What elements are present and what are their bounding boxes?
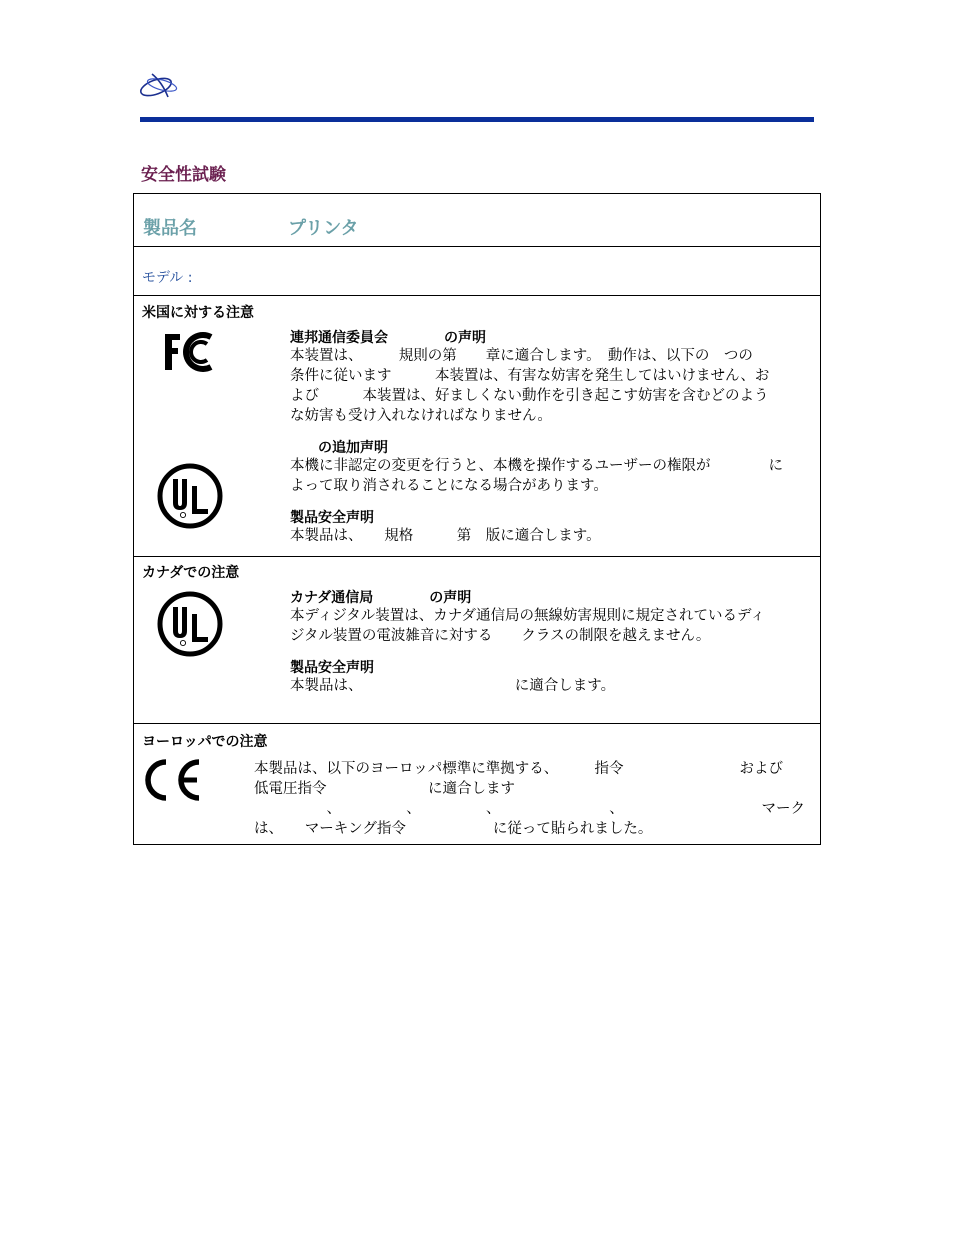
europe-notice-line: 低電圧指令 に適合します — [254, 781, 515, 797]
fcc-statement-line: 本装置は、 規則の第 章に適合します。 動作は、以下の つの — [290, 348, 753, 364]
row-divider — [134, 295, 820, 296]
fcc-statement-line: 条件に従います 本装置は、有害な妨害を発生してはいけません、お — [290, 368, 770, 384]
us-notice-heading: 米国に対する注意 — [142, 305, 254, 321]
fcc-statement-line: な妨害も受け入れなければなりません。 — [290, 408, 552, 424]
page-title: 安全性試験 — [141, 165, 226, 185]
europe-notice-line: 、 、 、 、 マーク — [254, 801, 805, 817]
row-divider — [134, 723, 820, 724]
additional-statement-line: 本機に非認定の変更を行うと、本機を操作するユーザーの権限が に — [290, 458, 783, 474]
us-safety-title: 製品安全声明 — [290, 510, 374, 526]
ul-logo-icon — [156, 462, 224, 530]
canada-safety-line: 本製品は、 に適合します。 — [290, 678, 616, 694]
us-safety-line: 本製品は、 規格 第 版に適合します。 — [290, 528, 601, 544]
product-name-label: 製品名 — [143, 218, 197, 239]
fcc-statement-title: 連邦通信委員会 の声明 — [290, 330, 486, 346]
fcc-statement-line: よび 本装置は、好ましくない動作を引き起こす妨害を含むどのよう — [290, 388, 769, 404]
doc-statement-line: 本ディジタル装置は、カナダ通信局の無線妨害規則に規定されているディ — [290, 608, 765, 624]
header-rule — [140, 117, 814, 122]
product-name-value: プリンタ — [288, 218, 359, 239]
additional-statement-title: の追加声明 — [290, 440, 388, 456]
doc-statement-line: ジタル装置の電波雑音に対する クラスの制限を越えません。 — [290, 628, 711, 644]
europe-notice-heading: ヨーロッパでの注意 — [142, 734, 268, 750]
canada-safety-title: 製品安全声明 — [290, 660, 374, 676]
model-label: モデル : — [142, 270, 193, 286]
brand-logo-icon — [138, 70, 180, 100]
ul-logo-icon — [156, 590, 224, 658]
doc-statement-title: カナダ通信局 の声明 — [290, 590, 472, 606]
row-divider — [134, 246, 820, 247]
ce-mark-icon — [142, 757, 204, 803]
europe-notice-line: は、 マーキング指令 に従って貼られました。 — [254, 821, 653, 837]
fcc-logo-icon — [163, 330, 219, 374]
certification-table — [133, 193, 821, 845]
canada-notice-heading: カナダでの注意 — [142, 565, 240, 581]
europe-notice-line: 本製品は、以下のヨーロッパ標準に準拠する、 指令 および — [254, 761, 783, 777]
row-divider — [134, 556, 820, 557]
additional-statement-line: よって取り消されることになる場合があります。 — [290, 478, 608, 494]
